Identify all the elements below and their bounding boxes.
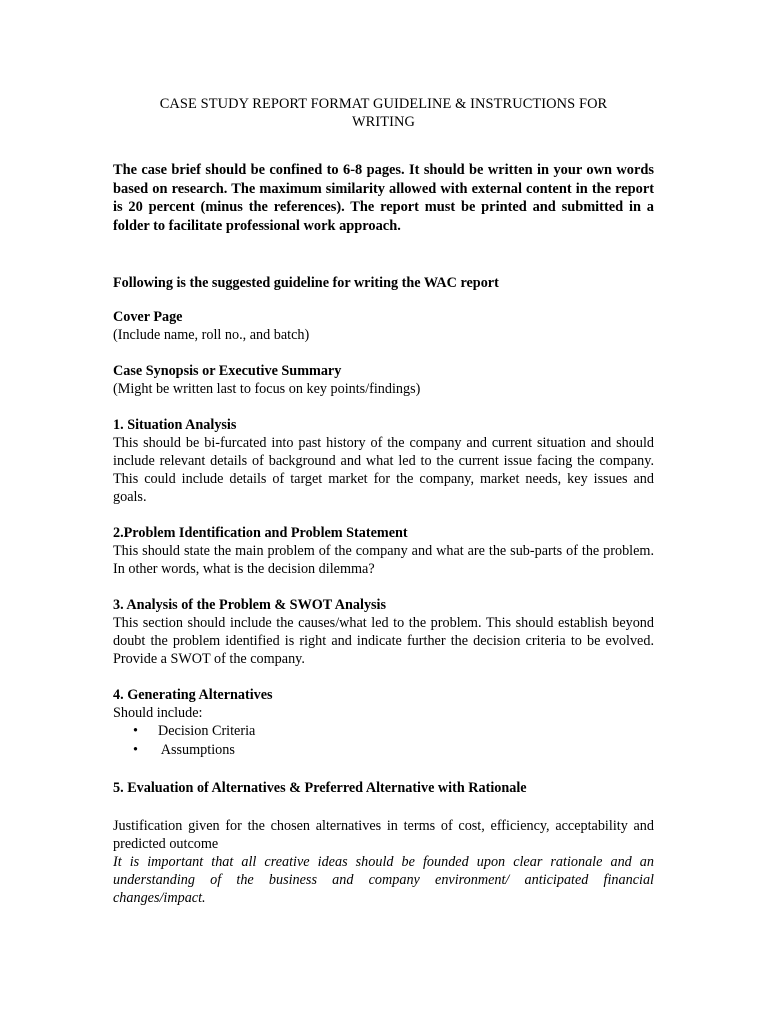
section-generating-alternatives xyxy=(113,686,654,761)
section-text: (Might be written last to focus on key points/findings) xyxy=(113,380,421,397)
section-synopsis xyxy=(113,362,654,398)
list-item-label: Decision Criteria xyxy=(158,722,256,739)
spacer xyxy=(113,797,654,817)
title-line-1: CASE STUDY REPORT FORMAT GUIDELINE & INSTRUCTIONS FOR xyxy=(159,96,608,112)
section-heading: 3. Analysis of the Problem & SWOT Analysis xyxy=(113,596,387,613)
document-title xyxy=(121,95,646,131)
bullet-icon: • xyxy=(133,742,138,759)
section-situation-analysis xyxy=(113,416,654,506)
bullet-list xyxy=(113,722,654,761)
list-item-label: Assumptions xyxy=(158,742,235,759)
section-heading: 4. Generating Alternatives xyxy=(113,686,273,703)
section-heading: 2.Problem Identification and Problem Statement xyxy=(113,524,408,541)
section-text: This section should include the causes/what led to the problem. This should establish beyond doubt the problem identified is right and indicate further the decision criteria to be evolved. Provide a SWOT of the company. xyxy=(113,614,654,667)
section-text: This should state the main problem of the company and what are the sub-parts of the problem. In other words, what is the decision dilemma? xyxy=(113,542,654,577)
section-problem-identification xyxy=(113,524,654,578)
title-line-2: WRITING xyxy=(351,114,416,130)
section-text: Justification given for the chosen alternatives in terms of cost, efficiency, acceptability and predicted outcome xyxy=(113,817,654,852)
section-evaluation xyxy=(113,779,654,907)
list-item xyxy=(113,722,654,742)
list-item xyxy=(113,741,654,761)
section-problem-analysis xyxy=(113,596,654,668)
section-heading: 5. Evaluation of Alternatives & Preferred Alternative with Rationale xyxy=(113,779,527,796)
section-note: It is important that all creative ideas should be founded upon clear rationale and an understanding of the business and company environment/ anticipated financial changes/impact. xyxy=(113,853,654,906)
section-text: (Include name, roll no., and batch) xyxy=(113,326,310,343)
section-cover-page xyxy=(113,308,654,344)
suggested-guideline-text: Following is the suggested guideline for writing the WAC report xyxy=(113,274,499,291)
section-heading: Cover Page xyxy=(113,308,183,325)
section-heading: Case Synopsis or Executive Summary xyxy=(113,362,342,379)
bullet-icon: • xyxy=(133,722,138,739)
section-text: Should include: xyxy=(113,704,203,721)
section-text: This should be bi-furcated into past history of the company and current situation and should include relevant details of background and what led to the current issue facing the company. This could include details of target market for the company, market needs, key issues and goals. xyxy=(113,434,654,505)
intro-paragraph: The case brief should be confined to 6-8 pages. It should be written in your own words based on research. The maximum similarity allowed with external content in the report is 20 percent (minus the references). The report must be printed and submitted in a folder to facilitate professional work approach. xyxy=(113,162,654,235)
section-heading: 1. Situation Analysis xyxy=(113,416,237,433)
